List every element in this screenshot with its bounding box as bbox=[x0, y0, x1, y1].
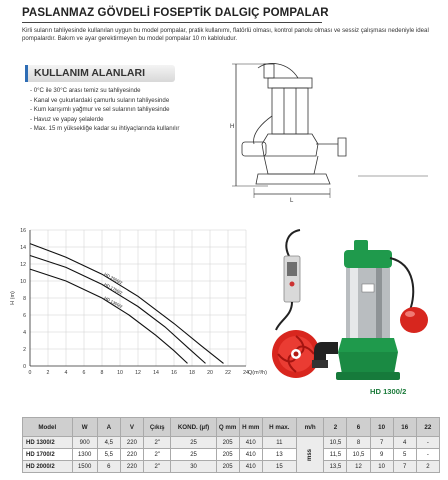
y-tick-label: 6 bbox=[23, 313, 26, 319]
table-header: V bbox=[120, 418, 143, 437]
chart-grid bbox=[30, 230, 246, 366]
float-switch-icon bbox=[390, 258, 428, 333]
y-tick-label: 2 bbox=[23, 347, 26, 353]
table-header: H max. bbox=[262, 418, 296, 437]
table-cell: 6 bbox=[97, 461, 120, 473]
table-unit-cell bbox=[296, 437, 324, 473]
table-header: A bbox=[97, 418, 120, 437]
spec-table bbox=[22, 417, 440, 473]
table-cell: 220 bbox=[120, 437, 143, 449]
table-row bbox=[23, 449, 440, 461]
x-tick-label: 6 bbox=[82, 370, 86, 376]
x-tick-label: 16 bbox=[171, 370, 177, 376]
y-tick-label: 16 bbox=[20, 228, 26, 234]
table-cell: 5,5 bbox=[97, 449, 120, 461]
table-cell: 900 bbox=[72, 437, 97, 449]
usage-item: - Kum karışımlı yağmur ve sel sularının tahliyesinde bbox=[30, 106, 170, 114]
table-cell: 2 bbox=[416, 461, 439, 473]
table-row bbox=[23, 437, 440, 449]
x-tick-label: 12 bbox=[135, 370, 141, 376]
x-tick-label: 14 bbox=[153, 370, 159, 376]
pump-technical-drawing bbox=[228, 56, 438, 204]
table-cell: 30 bbox=[171, 461, 216, 473]
intro-paragraph: Kirli suların tahliyesinde kullanılan uygun bu model pompalar, pratik kullanımı, flatörlü olması, kontrol panolu olması ve sessiz çalışması nedeniyle ideal pompalardır. Bakım ve ayar gerektirmeyen bu model pompalar 10 m kabloludur. bbox=[22, 27, 429, 43]
series-line bbox=[30, 244, 224, 364]
series-label: HD 1300/2 bbox=[103, 295, 124, 310]
table-cell-model: HD 2000/2 bbox=[23, 461, 73, 473]
table-cell: 410 bbox=[239, 437, 262, 449]
table-cell: 10,5 bbox=[347, 449, 370, 461]
table-cell: 10 bbox=[370, 461, 393, 473]
table-row bbox=[23, 461, 440, 473]
table-cell: 15 bbox=[262, 461, 296, 473]
table-cell: 9 bbox=[370, 449, 393, 461]
table-header: m/h bbox=[296, 418, 324, 437]
product-photo bbox=[266, 224, 442, 392]
table-cell: 2" bbox=[143, 437, 171, 449]
usage-item: - Max. 15 m yüksekliğe kadar su ihtiyaçlarında kullanılır bbox=[30, 125, 180, 133]
table-cell: 2" bbox=[143, 461, 171, 473]
y-tick-label: 12 bbox=[20, 262, 26, 268]
table-header: Q mm bbox=[216, 418, 239, 437]
usage-item: - 0°C ile 30°C arası temiz su tahliyesinde bbox=[30, 87, 141, 94]
table-cell: 8 bbox=[347, 437, 370, 449]
table-header: 16 bbox=[393, 418, 416, 437]
x-tick-label: 24 bbox=[243, 370, 249, 376]
control-box-icon bbox=[276, 230, 300, 330]
usage-list bbox=[30, 86, 230, 134]
table-cell: 7 bbox=[393, 461, 416, 473]
chart-ticks bbox=[20, 228, 249, 376]
table-cell: 410 bbox=[239, 449, 262, 461]
x-tick-label: 22 bbox=[225, 370, 231, 376]
x-tick-label: 4 bbox=[64, 370, 68, 376]
performance-chart bbox=[8, 218, 270, 388]
x-tick-label: 8 bbox=[100, 370, 104, 376]
x-tick-label: 10 bbox=[117, 370, 123, 376]
table-unit-label: mss bbox=[307, 448, 314, 461]
table-cell: 13,5 bbox=[324, 461, 347, 473]
dimension-h-label: H bbox=[230, 124, 235, 130]
table-cell: 1500 bbox=[72, 461, 97, 473]
x-tick-label: 2 bbox=[46, 370, 50, 376]
y-tick-label: 4 bbox=[23, 330, 26, 336]
usage-item: - Kanal ve çukurlardaki çamurlu suların tahliyesinde bbox=[30, 96, 170, 104]
y-tick-label: 10 bbox=[20, 279, 26, 285]
table-header: Model bbox=[23, 418, 73, 437]
page-title: PASLANMAZ GÖVDELİ FOSEPTİK DALGIÇ POMPALAR bbox=[22, 7, 329, 19]
table-cell: 5 bbox=[393, 449, 416, 461]
pump-icon bbox=[312, 240, 400, 380]
dimension-l-label: L bbox=[290, 198, 294, 204]
table-cell: 11 bbox=[262, 437, 296, 449]
series-label: HD 2000/2 bbox=[103, 271, 124, 286]
y-tick-label: 8 bbox=[23, 296, 26, 302]
table-cell: 13 bbox=[262, 449, 296, 461]
usage-item: - Havuz ve yapay şelalerde bbox=[30, 115, 104, 123]
table-cell: 205 bbox=[216, 449, 239, 461]
y-tick-label: 0 bbox=[23, 364, 26, 370]
table-cell: 10,5 bbox=[324, 437, 347, 449]
table-header-row bbox=[23, 418, 440, 437]
table-cell: 11,5 bbox=[324, 449, 347, 461]
table-cell: 205 bbox=[216, 461, 239, 473]
y-tick-label: 14 bbox=[20, 245, 26, 251]
table-header: 22 bbox=[416, 418, 439, 437]
table-cell: 205 bbox=[216, 437, 239, 449]
table-header: Çıkış bbox=[143, 418, 171, 437]
table-header: 6 bbox=[347, 418, 370, 437]
photo-caption: HD 1300/2 bbox=[370, 387, 407, 396]
table-cell-model: HD 1300/2 bbox=[23, 437, 73, 449]
table-header: KOND. (µf) bbox=[171, 418, 216, 437]
table-cell: 25 bbox=[171, 449, 216, 461]
table-cell: 4 bbox=[393, 437, 416, 449]
table-cell: - bbox=[416, 449, 439, 461]
series-line bbox=[30, 256, 206, 364]
x-tick-label: 0 bbox=[28, 370, 32, 376]
table-header: 2 bbox=[324, 418, 347, 437]
table-cell: 7 bbox=[370, 437, 393, 449]
chart-series bbox=[30, 244, 224, 364]
chart-x-axis-label: Q(m³/h) bbox=[248, 370, 267, 376]
chart-y-axis-label: H (m) bbox=[10, 291, 16, 305]
x-tick-label: 20 bbox=[207, 370, 213, 376]
table-header: W bbox=[72, 418, 97, 437]
impeller-icon bbox=[272, 330, 320, 378]
table-cell: 1300 bbox=[72, 449, 97, 461]
table-cell: 410 bbox=[239, 461, 262, 473]
table-cell: 25 bbox=[171, 437, 216, 449]
table-cell: 2" bbox=[143, 449, 171, 461]
table-cell: 220 bbox=[120, 449, 143, 461]
table-cell-model: HD 1700/2 bbox=[23, 449, 73, 461]
series-label: HD 1700/2 bbox=[103, 281, 124, 296]
table-header: 10 bbox=[370, 418, 393, 437]
table-cell: 4,5 bbox=[97, 437, 120, 449]
table-cell: - bbox=[416, 437, 439, 449]
title-rule bbox=[22, 22, 322, 23]
table-cell: 12 bbox=[347, 461, 370, 473]
table-header: H mm bbox=[239, 418, 262, 437]
x-tick-label: 18 bbox=[189, 370, 195, 376]
table-cell: 220 bbox=[120, 461, 143, 473]
usage-heading: KULLANIM ALANLARI bbox=[25, 65, 175, 82]
